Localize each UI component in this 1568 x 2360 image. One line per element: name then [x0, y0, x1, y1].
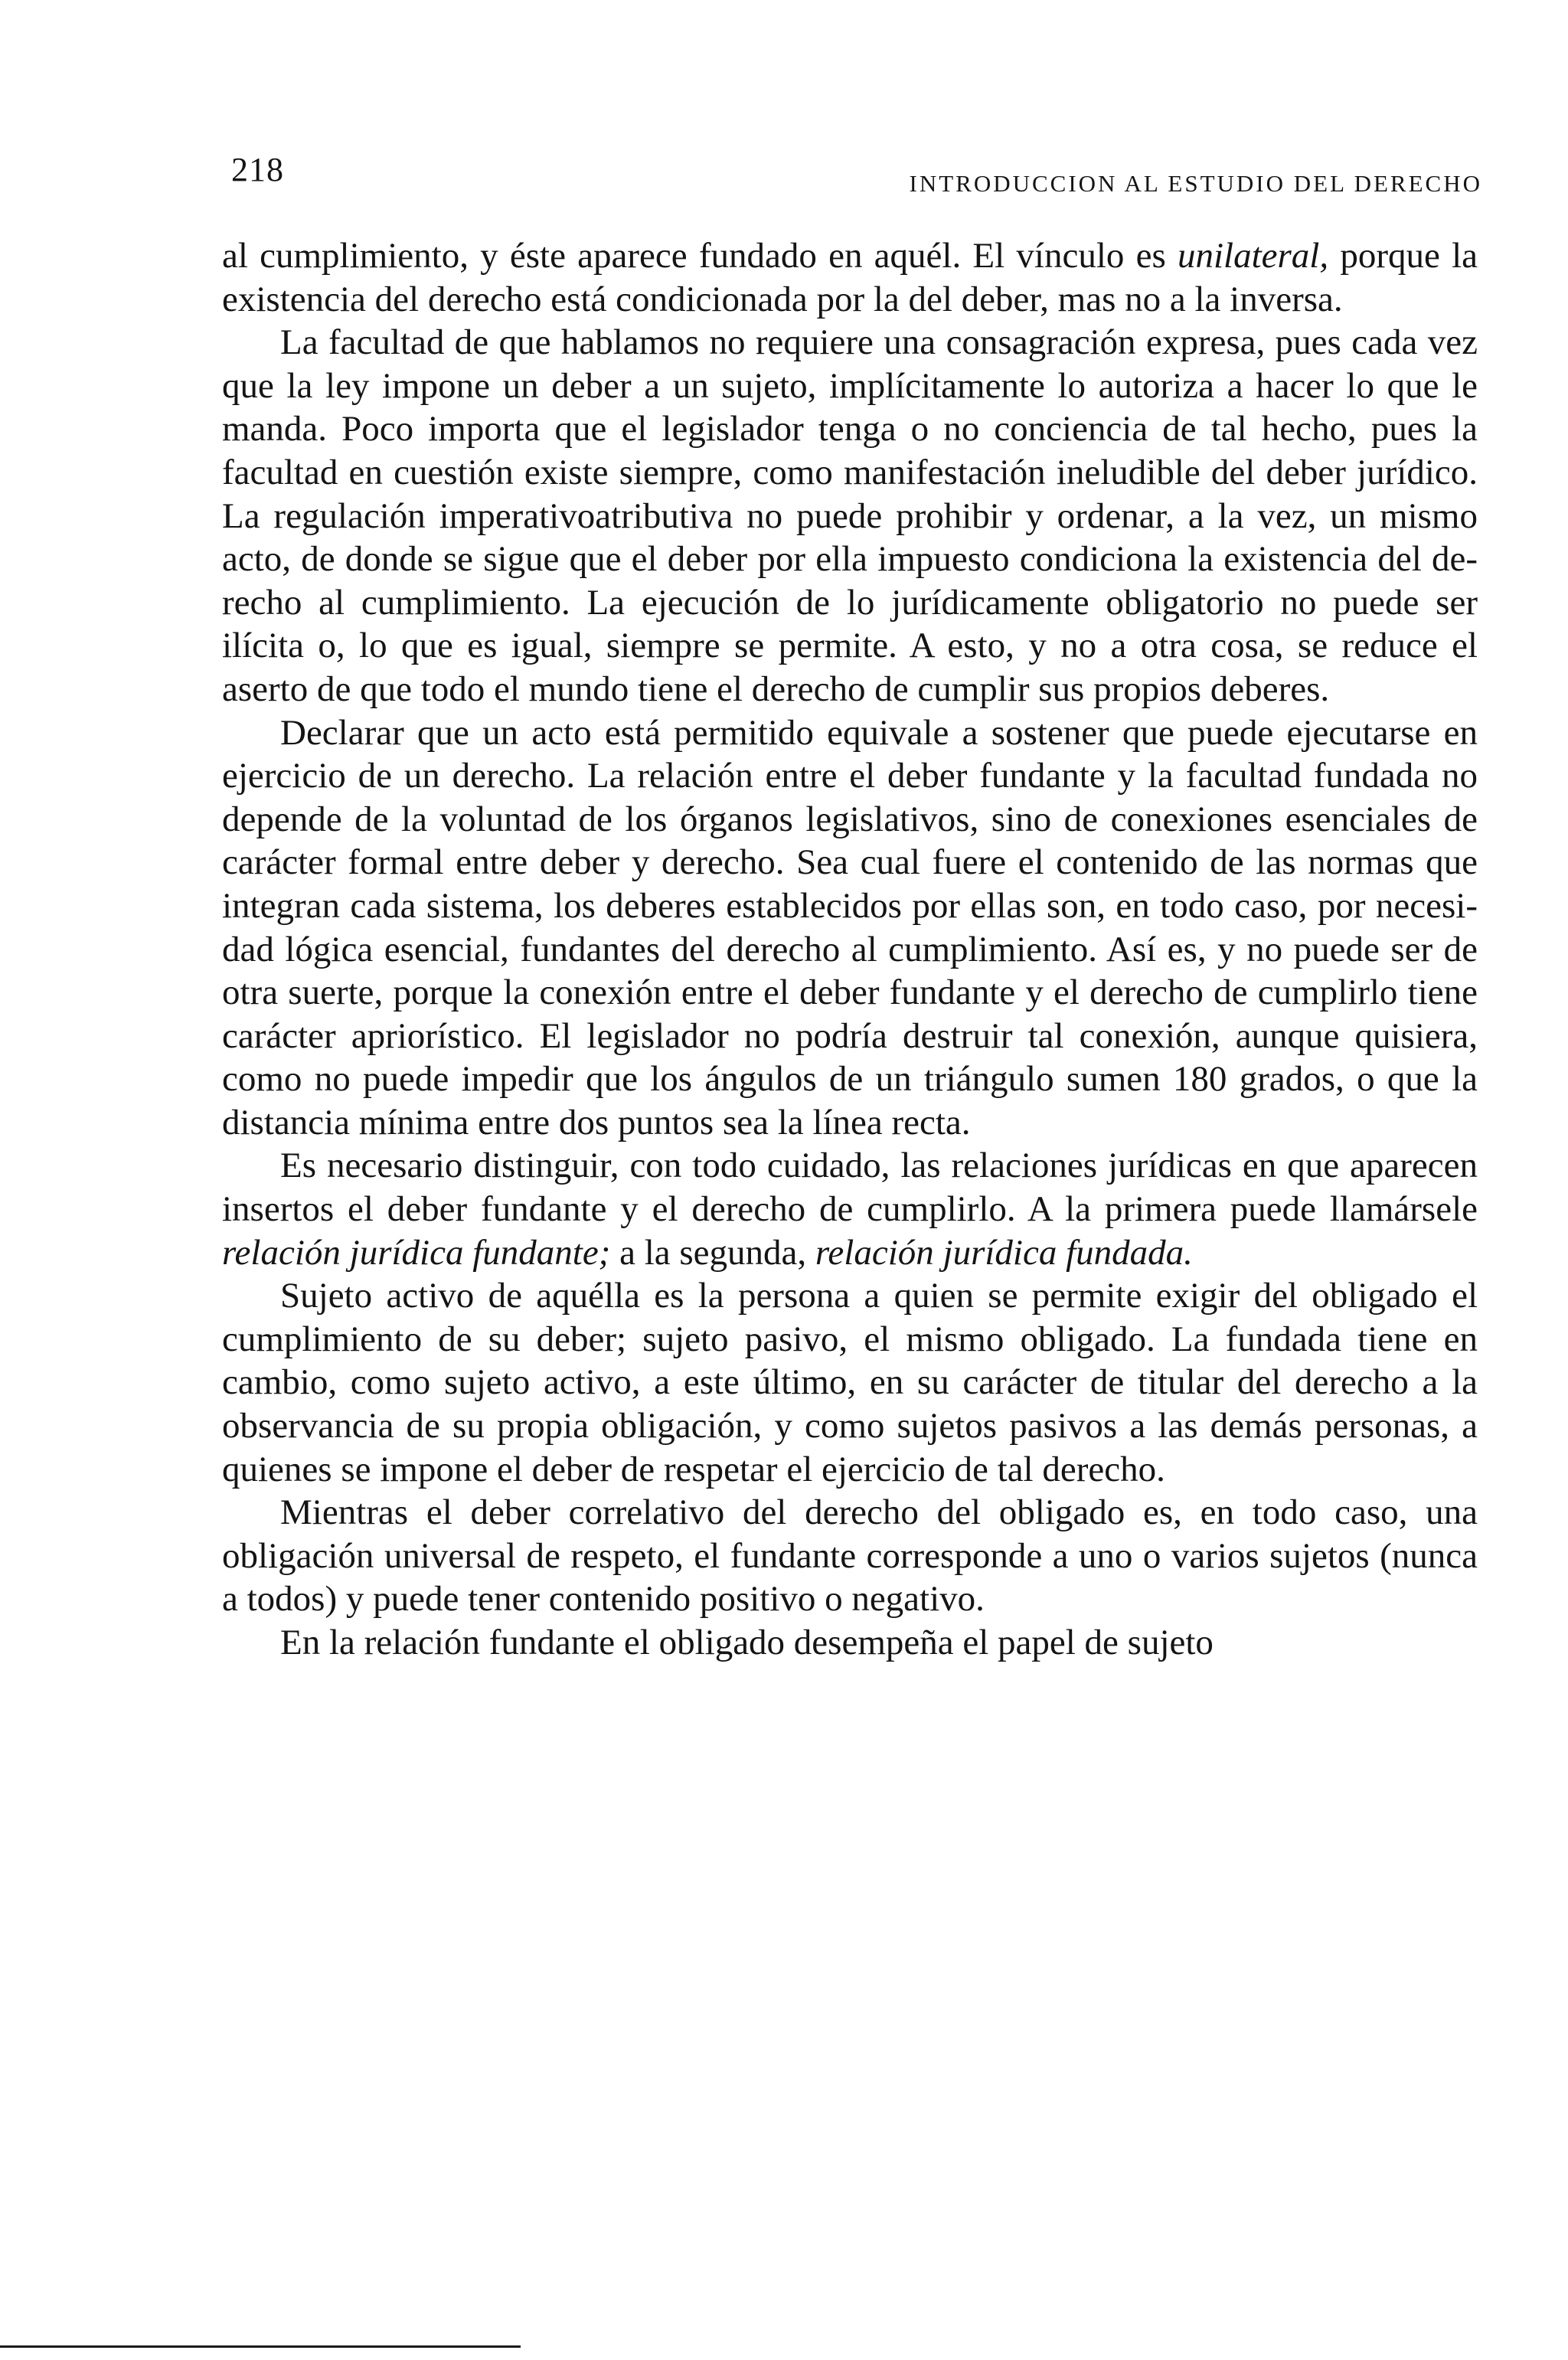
text-run: Es necesario distinguir, con todo cuidado, las relaciones jurídicas en que aparecen insertos el deber fundante y el derecho de cumplirlo. A la primera puede llamársele	[222, 1146, 1478, 1230]
page-number: 218	[231, 151, 284, 188]
bottom-rule	[0, 2345, 521, 2348]
text-run: En la relación fundante el obligado desempeña el papel de sujeto	[280, 1623, 1214, 1662]
paragraph	[222, 1274, 1478, 1491]
text-run: a la segunda,	[610, 1232, 815, 1273]
text-run: al cumplimiento, y éste aparece fundado en aquél. El vínculo es	[222, 236, 1178, 276]
italic-text: relación jurídica fundante;	[222, 1232, 611, 1273]
paragraph	[222, 711, 1478, 1145]
text-run: Sujeto activo de aquélla es la persona a quien se permite exigir del obligado el cumplimiento de su deber; sujeto pasivo, el mismo obligado. La fundada tiene en cambio, como sujeto activo, a este último, en su carácter de titular del derecho a la observancia de su propia obligación, y como sujetos pasivos a las demás personas, a quienes se impone el deber de respetar el ejercicio de tal derecho.	[222, 1276, 1478, 1489]
paragraph	[222, 234, 1478, 321]
paragraph	[222, 321, 1478, 711]
text-run: Declarar que un acto está permitido equivale a sostener que puede ejecutarse en ejercicio de un derecho. La relación entre el deber fundante y la facultad fundada no depende de la voluntad de los órganos legislativos, sino de conexiones esenciales de carácter formal entre deber y derecho. Sea cual fuere el contenido de las normas que integran cada sistema, los deberes establecidos por ellas son, en todo caso, por necesidad lógica esencial, fundantes del derecho al cumplimiento. Así es, y no puede ser de otra suerte, porque la conexión entre el deber fundante y el derecho de cumplirlo tiene carácter apriorístico. El legislador no podría destruir tal conexión, aunque quisiera, como no puede impedir que los ángulos de un triángulo sumen 180 grados, o que la distancia mínima entre dos puntos sea la línea recta.	[222, 712, 1478, 1142]
paragraph	[222, 1491, 1478, 1621]
italic-text: unilateral,	[1177, 236, 1329, 276]
italic-text: relación jurídica fundada.	[815, 1232, 1193, 1273]
text-run: Mientras el deber correlativo del derecho del obligado es, en todo caso, una obligación universal de respeto, el fundante corresponde a uno o varios sujetos (nunca a todos) y puede tener contenido positivo o negativo.	[222, 1492, 1478, 1620]
paragraph	[222, 1144, 1478, 1274]
text-run: La facultad de que hablamos no requiere una consagración expresa, pues cada vez que la ley impone un deber a un sujeto, implícitamente lo autoriza a hacer lo que le manda. Poco importa que el legislador tenga o no conciencia de tal hecho, pues la facultad en cuestión existe siempre, como manifestación ineludible del deber jurídico. La regulación imperativoatributiva no puede prohibir y ordenar, a la vez, un mismo acto, de donde se sigue que el deber por ella impuesto condiciona la existencia del derecho al cumplimiento. La ejecución de lo jurídicamente obligatorio no puede ser ilícita o, lo que es igual, siempre se permite. A esto, y no a otra cosa, se reduce el aserto de que todo el mundo tiene el derecho de cumplir sus propios deberes.	[222, 322, 1478, 709]
paragraph	[222, 1621, 1478, 1665]
text-run: porque la existencia del derecho está condicionada por la del deber, mas no a la inversa.	[222, 236, 1478, 319]
body-text	[222, 234, 1478, 1665]
running-head: INTRODUCCION AL ESTUDIO DEL DERECHO	[909, 170, 1482, 197]
